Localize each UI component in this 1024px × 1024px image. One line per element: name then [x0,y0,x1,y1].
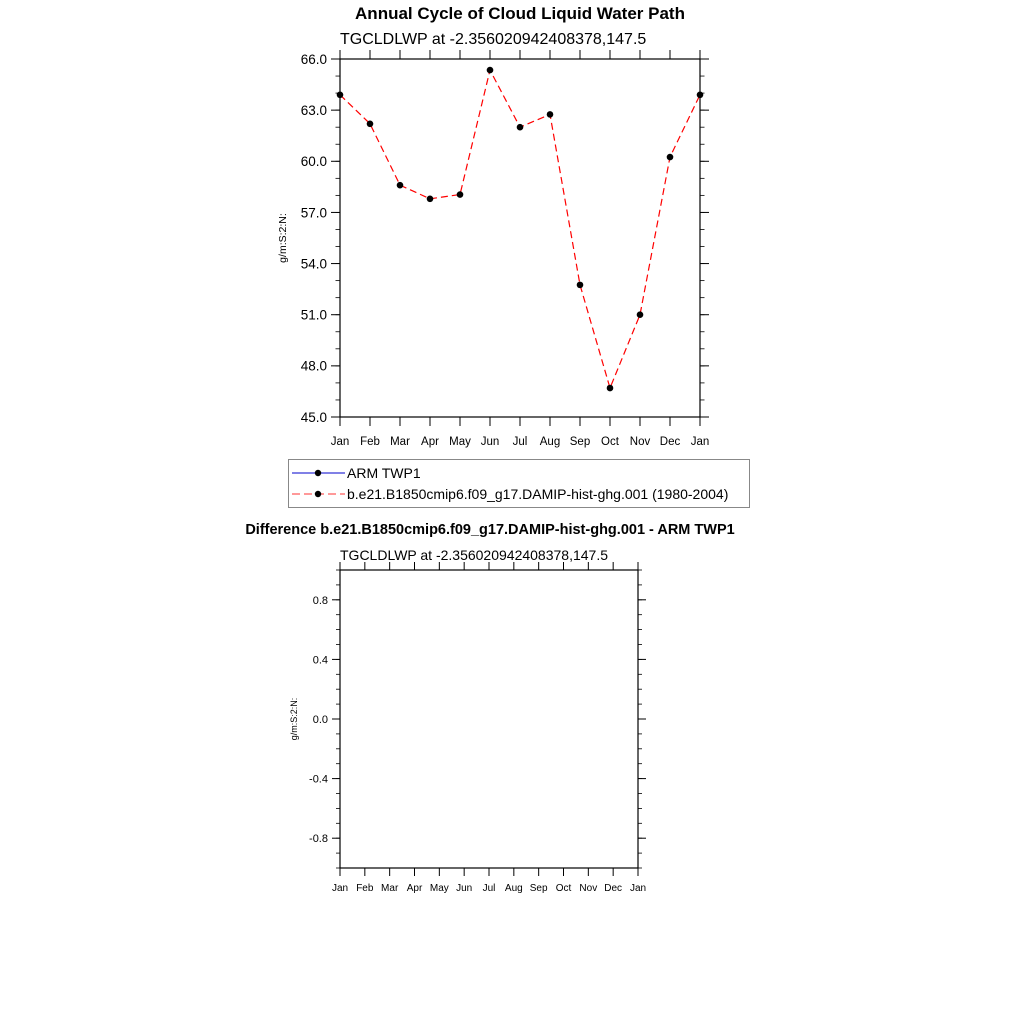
x-tick-label: Dec [659,436,681,448]
legend-marker-dashed-line [289,488,347,500]
x-tick-label: Jul [482,883,496,894]
y-tick-label: -0.8 [309,833,328,846]
y-tick-label: 66.0 [300,51,327,67]
x-tick-label: Jan [330,436,350,448]
plot-frame [340,59,700,417]
data-point [487,67,494,74]
annual-cycle-chart [0,0,1024,460]
x-tick-label: Jun [456,883,473,894]
data-point [397,182,404,189]
y-axis-label: g/m:S:2:N: [277,213,289,263]
chart2-subtitle: TGCLDLWP at -2.356020942408378,147.5 [340,547,609,563]
legend-marker-solid-line [289,467,347,479]
x-tick-label: Feb [356,883,374,894]
y-tick-label: 0.4 [312,654,328,667]
legend [288,459,750,508]
data-point [697,92,704,99]
legend-label-arm-twp1: ARM TWP1 [347,465,421,481]
legend-entry-model [289,485,728,503]
x-tick-label: Mar [381,883,399,894]
data-point [457,191,464,198]
y-tick-label: -0.4 [309,773,328,786]
x-tick-label: Nov [629,436,651,448]
data-point [367,120,374,127]
chart2-title: Difference b.e21.B1850cmip6.f09_g17.DAMIP-hist-ghg.001 - ARM TWP1 [245,522,735,538]
x-tick-label: Apr [421,436,439,448]
y-tick-label: 0.0 [312,713,328,726]
x-tick-label: Aug [504,883,523,894]
data-point [577,282,584,289]
data-point [607,385,614,392]
chart1-title: Annual Cycle of Cloud Liquid Water Path [355,4,685,23]
y-tick-label: 60.0 [300,154,327,170]
x-tick-label: Aug [539,436,561,448]
x-tick-label: Nov [579,883,598,894]
x-tick-label: Jul [512,436,528,448]
x-tick-label: Sep [569,436,591,448]
x-tick-label: Jan [331,883,349,894]
x-tick-label: Oct [555,883,572,894]
x-tick-label: May [429,883,449,894]
x-tick-label: Mar [390,436,410,448]
difference-chart [0,540,1024,920]
x-tick-label: Jan [629,883,647,894]
y-tick-label: 63.0 [300,103,327,119]
chart1-subtitle: TGCLDLWP at -2.356020942408378,147.5 [340,31,647,48]
data-point [547,111,554,118]
data-point [637,311,644,318]
y-tick-label: 0.8 [312,594,328,607]
x-tick-label: Oct [601,436,619,448]
x-tick-label: Jan [690,436,710,448]
x-tick-label: May [449,436,471,448]
y-tick-label: 45.0 [300,409,327,425]
data-point [517,124,524,131]
x-tick-label: Feb [360,436,380,448]
legend-entry-arm-twp1 [289,464,421,482]
data-point [667,154,674,161]
legend-label-model: b.e21.B1850cmip6.f09_g17.DAMIP-hist-ghg.001 (1980-2004) [347,486,729,502]
y-tick-label: 54.0 [300,256,327,272]
data-point [427,195,434,202]
y-tick-label: 48.0 [300,358,327,374]
y-tick-label: 57.0 [300,205,327,221]
x-tick-label: Jun [480,436,500,448]
y-tick-label: 51.0 [300,307,327,323]
plot-frame [340,570,638,868]
x-tick-label: Sep [529,883,548,894]
series-line [340,70,700,388]
x-tick-label: Dec [604,883,623,894]
y-axis-label: g/m:S:2:N: [289,697,299,741]
x-tick-label: Apr [406,883,423,894]
data-point [337,92,344,99]
